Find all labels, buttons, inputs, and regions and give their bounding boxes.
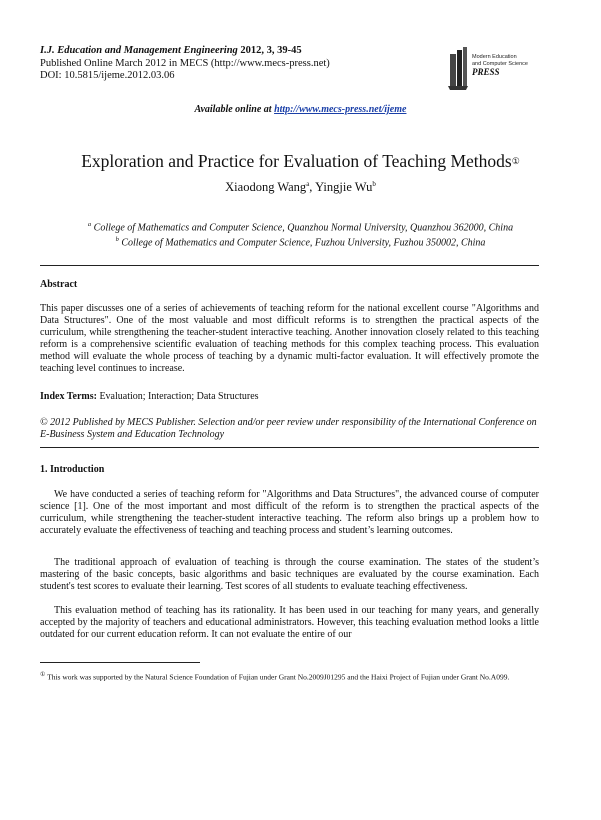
title-text: Exploration and Practice for Evaluation of Teaching Methods (81, 151, 512, 171)
paragraph-text: The traditional approach of evaluation of teaching is through the course examination. The states of the student’s mastering of the basic concepts, basic algorithms and basic techniques are evaluated by the course examination. Each student's test scores to evaluate their learning. Test scores of all students to evaluate teaching effectiveness. (40, 557, 539, 592)
logo-line1: Modern Education (472, 54, 517, 60)
logo-line3: PRESS (472, 67, 500, 77)
publisher-logo (448, 44, 558, 92)
author-list: Xiaodong Wang$^a$, Yingjie Wu$^b$ (225, 180, 376, 195)
journal-citation (40, 45, 330, 58)
abstract-text: This paper discusses one of a series of achievements of teaching reform for the national excellent course "Algorithms and Data Structures". One of the most valuable and most difficult reforms is to strengthen the practical aspects of the curriculum, while strengthening the teacher-student interactive teaching. Another innovation closely related to this teaching reform is a comprehensive scientific evaluation of teaching methods for this complex teaching process. This evaluation method will evaluate the whole process of teaching by a dynamic multi-factor evaluation. It will effectively promote the teaching level continues to increase. (40, 303, 539, 374)
affiliations (0, 219, 601, 250)
intro-paragraph-3 (40, 605, 539, 641)
paragraph-text: This evaluation method of teaching has its rationality. It has been used in our teaching for many years, and generally accepted by the majority of teachers and educational administrators. However, this teaching evaluation method looks a little outdated for our current education reform. It can not evaluate the entire of our (40, 605, 539, 640)
journal-name: I.J. Education and Management Engineering (40, 45, 238, 56)
author-sup: b (372, 180, 376, 188)
abstract-bottom-rule (40, 447, 539, 448)
book-stack-icon (448, 44, 558, 92)
affiliation-text: College of Mathematics and Computer Science, Fuzhou University, Fuzhou 350002, China (121, 237, 486, 249)
journal-url-link[interactable]: http://www.mecs-press.net/ijeme (274, 104, 407, 115)
abstract-heading: Abstract (40, 279, 78, 290)
index-terms-label: Index Terms: (40, 391, 97, 402)
affiliation-a (0, 219, 601, 234)
author-name: Yingjie Wu (315, 180, 373, 195)
abstract-top-rule (40, 265, 539, 266)
paper-title (0, 151, 601, 171)
title-footnote-mark[interactable]: ① (511, 156, 520, 166)
available-online (0, 104, 601, 115)
journal-header (40, 45, 330, 83)
author-sup: a (306, 180, 310, 188)
logo-line2: and Computer Science (472, 61, 528, 67)
author-name: Xiaodong Wang (225, 180, 307, 195)
paragraph-text: We have conducted a series of teaching reform for "Algorithms and Data Structures", the advanced course of computer science [1]. One of the most important and most difficult of the reform is to strengthen the practical aspects of the curriculum, while strengthening the teacher-student interactive teaching. The reform also brings up a problem how to accurately evaluate the effectiveness of teaching and teaching process and student’s learning outcomes. (40, 489, 539, 536)
footnote-rule (40, 662, 200, 663)
index-terms-value: Evaluation; Interaction; Data Structures (99, 391, 259, 402)
intro-paragraph-1 (40, 489, 539, 537)
intro-paragraph-2 (40, 557, 539, 593)
footnote-mark: ① (40, 672, 46, 678)
affiliation-sup: a (87, 221, 92, 228)
affiliation-b (0, 234, 601, 249)
footnote-text: This work was supported by the Natural Science Foundation of Fujian under Grant No.2009J01295 and the Haixi Project of Fujian under Grant No.A099. (47, 672, 510, 682)
available-prefix: Available online at (194, 104, 272, 115)
index-terms (40, 391, 539, 403)
doi-line: DOI: 10.5815/ijeme.2012.03.06 (40, 70, 175, 81)
affiliation-sup: b (115, 236, 119, 244)
introduction-heading: 1. Introduction (40, 464, 105, 475)
published-line: Published Online March 2012 in MECS (http://www.mecs-press.net) (40, 57, 330, 69)
copyright-notice: © 2012 Published by MECS Publisher. Selection and/or peer review under responsibility of the International Conference on E-Business System and Education Technology (40, 417, 537, 440)
journal-volume: 2012, 3, 39-45 (240, 45, 302, 56)
affiliation-text: College of Mathematics and Computer Science, Quanzhou Normal University, Quanzhou 362000, China (93, 222, 514, 234)
footnote (40, 670, 539, 683)
